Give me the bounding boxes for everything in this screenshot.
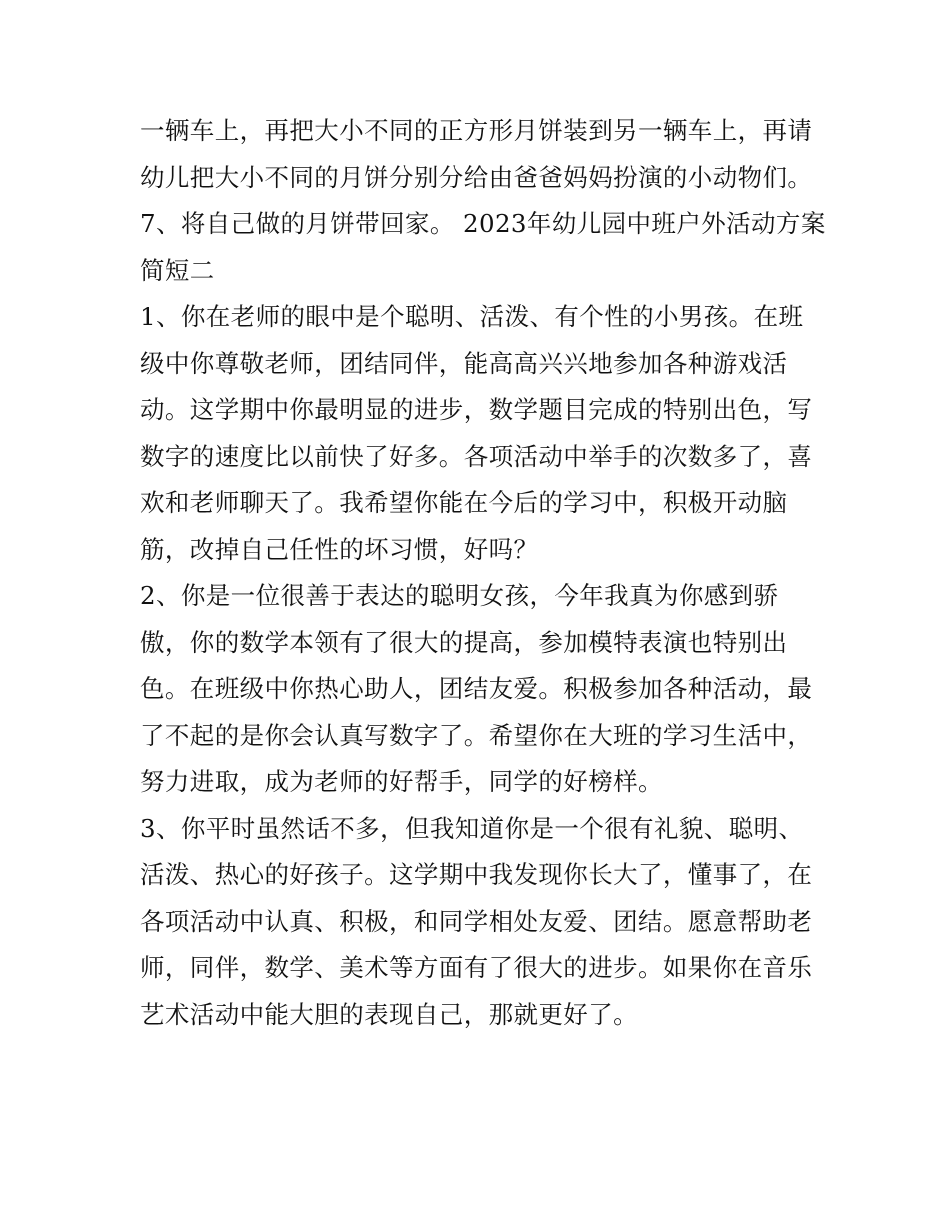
- text-line-8: 数字的速度比以前快了好多。各项活动中举手的次数多了，喜: [140, 441, 813, 471]
- text-line-18: 各项活动中认真、积极，和同学相处友爱、团结。愿意帮助老: [140, 906, 813, 936]
- text-line-6: 级中你尊敬老师，团结同伴，能高高兴兴地参加各种游戏活: [140, 348, 788, 378]
- text-line-19: 师，同伴，数学、美术等方面有了很大的进步。如果你在音乐: [140, 953, 813, 982]
- text-line-5: 1、你在老师的眼中是个聪明、活泼、有个性的小男孩。在班: [140, 302, 804, 331]
- text-line-7: 动。这学期中你最明显的进步，数学题目完成的特别出色，写: [140, 395, 813, 424]
- text-line-16: 3、你平时虽然话不多，但我知道你是一个很有礼貌、聪明、: [140, 813, 804, 843]
- text-line-2: 幼儿把大小不同的月饼分别分给由爸爸妈妈扮演的小动物们。: [140, 162, 813, 192]
- text-line-17: 活泼、热心的好孩子。这学期中我发现你长大了，懂事了，在: [140, 860, 813, 889]
- text-line-9: 欢和老师聊天了。我希望你能在今后的学习中，积极开动脑: [140, 488, 788, 517]
- text-line-4: 简短二: [140, 255, 215, 285]
- text-line-3: 7、将自己做的月饼带回家。 2023年幼儿园中班户外活动方案: [140, 209, 826, 238]
- text-line-11: 2、你是一位很善于表达的聪明女孩，今年我真为你感到骄: [140, 581, 779, 610]
- document-body: [140, 108, 826, 1038]
- text-line-1: 一辆车上，再把大小不同的正方形月饼装到另一辆车上，再请: [140, 116, 813, 145]
- text-line-14: 了不起的是你会认真写数字了。希望你在大班的学习生活中，: [140, 720, 813, 750]
- text-line-12: 傲，你的数学本领有了很大的提高，参加模特表演也特别出: [140, 627, 788, 657]
- text-line-10: 筋，改掉自己任性的坏习惯，好吗？: [140, 534, 539, 564]
- text-line-15: 努力进取，成为老师的好帮手，同学的好榜样。: [140, 767, 663, 796]
- text-line-13: 色。在班级中你热心助人，团结友爱。积极参加各种活动，最: [140, 674, 813, 703]
- text-line-20: 艺术活动中能大胆的表现自己，那就更好了。: [140, 999, 638, 1029]
